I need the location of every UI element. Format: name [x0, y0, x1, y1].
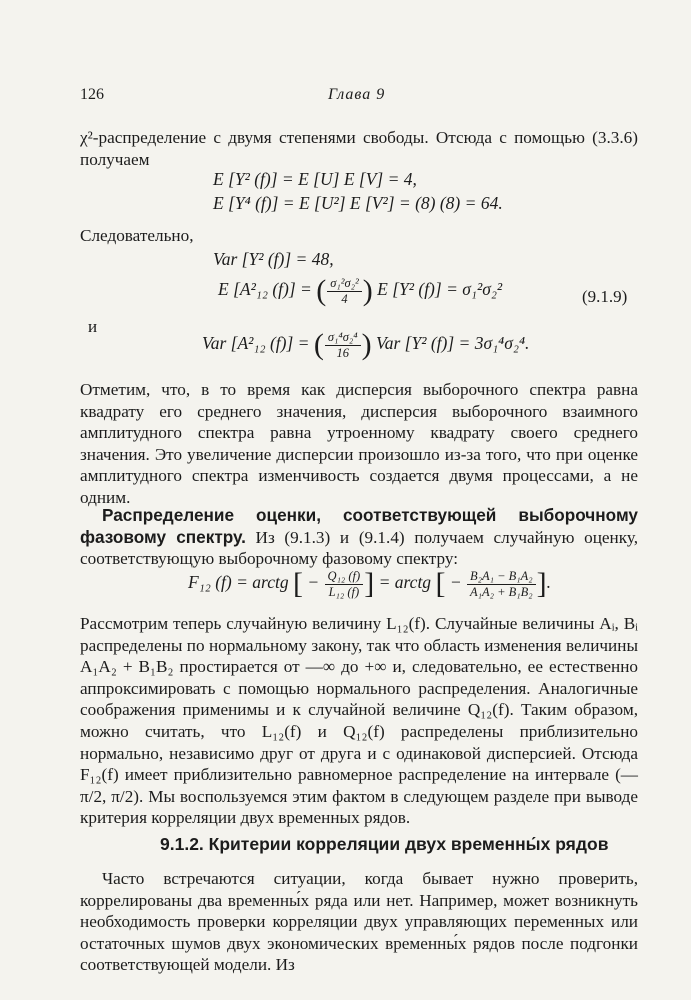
paragraph-note: Отметим, что, в то время как дисперсия выборочного спектра равна квадрату его среднего значения, дисперсия выборочного взаимного амплитудного спектра равна утроенному квадрату своего среднего значения. Это увеличение дисперсии произошло из-за того, что при оценке амплитудного спектра изменчивость создается двумя процессами, а не одним.: [80, 380, 638, 507]
paren-open: (: [316, 274, 327, 307]
paragraph-consequently: Следовательно,: [80, 226, 194, 245]
eq5-frac-top: σ₁⁴σ₂⁴: [325, 330, 361, 346]
equation-phase-estimate: F₁₂ (f) = arctg [ − $\frac{\text{Q₁₂ (f)}}{\text{L₁₂ (f)}}$ ] = arctg [ − $\frac{\text{B₂A₁ − B₁A₂}}{\text{A₁A₂ + B₁B₂}}$ ].: [188, 567, 551, 600]
eq6-fraction-1: [325, 569, 364, 600]
eq4-frac-bottom: 4: [341, 291, 348, 306]
eq6-fraction-2: [467, 569, 536, 600]
page-number: 126: [80, 86, 104, 103]
eq5-rhs: Var [Y² (f)] = 3σ₁⁴σ₂⁴.: [375, 333, 530, 354]
equation-variance-a12: [202, 328, 529, 362]
equation-expectation-y2: E [Y² (f)] = E [U] E [V] = 4,: [213, 169, 417, 189]
paragraph-phase-text: Из (9.1.3) и (9.1.4) получаем случайную оценку, соответствующую выборочному фазовому спектру:: [80, 527, 638, 569]
equation-number: (9.1.9): [582, 287, 628, 306]
eq6-f1-bottom: L₁₂ (f): [328, 584, 360, 599]
eq4-frac-top: σ₁²σ₂²: [327, 276, 362, 292]
eq6-f2-bottom: A₁A₂ + B₁B₂: [470, 584, 533, 599]
eq5-frac-bottom: 16: [336, 345, 349, 360]
eq5-lhs: Var [A²₁₂ (f)] =: [202, 333, 310, 354]
bracket-close: ]: [536, 567, 547, 600]
paragraph-phase-spectrum: [80, 505, 638, 570]
equation-expectation-y4: E [Y⁴ (f)] = E [U²] E [V²] = (8) (8) = 64.: [213, 193, 503, 213]
eq5-fraction: [325, 330, 361, 361]
equation-variance-y2: Var [Y² (f)] = 48,: [213, 249, 334, 269]
paragraph-lead-heading: Распределение оценки, соответствующей выборочному фазовому спектру.: [80, 505, 638, 547]
bracket-open: [: [435, 567, 446, 600]
section-heading: 9.1.2. Критерии корреляции двух временны́х рядов: [160, 834, 609, 854]
paragraph-random-variable: Рассмотрим теперь случайную величину L₁₂(f). Случайные величины Aᵢ, Bᵢ распределены по нормальному закону, так что область изменения величины A₁A₂ + B₁B₂ простирается от —∞ до +∞ и, следовательно, ее естественно аппроксимировать с помощью нормального распределения. Аналогичные соображения применимы и к случайной величине Q₁₂(f). Таким образом, можно считать, что L₁₂(f) и Q₁₂(f) распределены приблизительно нормально, независимо друг от друга и с одинаковой дисперсией. Отсюда F₁₂(f) имеет приблизительно равномерное распределение на интервале (—π/2, π/2). Мы воспользуемся этим фактом в следующем разделе при выводе критерия корреляции двух временных рядов.: [80, 614, 638, 828]
eq4-rhs: E [Y² (f)] = σ₁²σ₂²: [377, 279, 503, 300]
running-header: Глава 9: [328, 86, 386, 103]
eq6-lhs: F₁₂ (f) = arctg: [188, 572, 289, 593]
conjunction-and: и: [88, 317, 98, 336]
bracket-close: ]: [364, 567, 375, 600]
eq6-f1-top: Q₁₂ (f): [325, 569, 364, 585]
paren-open: (: [313, 328, 324, 361]
paren-close: ): [361, 328, 372, 361]
bracket-open: [: [292, 567, 303, 600]
equation-9-1-9: [218, 274, 502, 308]
paragraph-section-intro: Часто встречаются ситуации, когда бывает нужно проверить, коррелированы два временны́х ряда или нет. Например, может возникнуть необходимость проверки корреляции двух управляющих переменных или остаточных шумов двух экономических временны́х рядов после подгонки соответствующей модели. Из: [80, 869, 638, 975]
eq6-f2-top: B₂A₁ − B₁A₂: [467, 569, 536, 585]
paragraph-chi-square: χ²-распределение с двумя степенями свободы. Отсюда с помощью (3.3.6) получаем: [80, 128, 638, 169]
paren-close: ): [362, 274, 373, 307]
eq4-lhs: E [A²₁₂ (f)] =: [218, 279, 312, 300]
eq6-mid: = arctg: [378, 572, 432, 593]
eq4-fraction: [327, 276, 362, 307]
